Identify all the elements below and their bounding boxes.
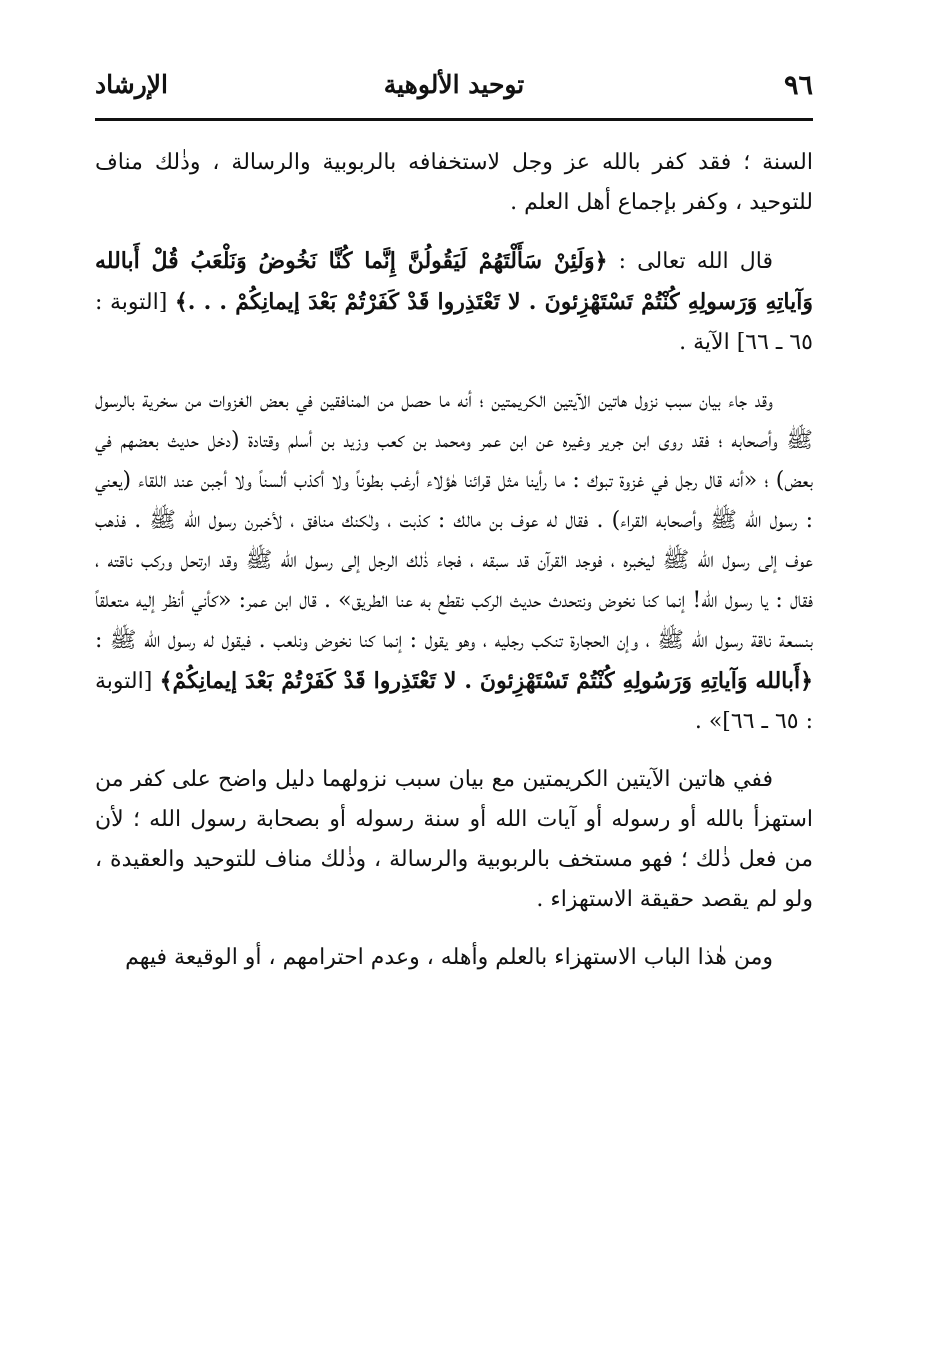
book-title: الإرشاد bbox=[95, 70, 168, 99]
verse-reference: [التوبة : ٦٥ ـ ٦٦]» . bbox=[95, 669, 813, 734]
header-divider bbox=[95, 118, 813, 121]
paragraph-text: السنة ؛ فقد كفر بالله عز وجل لاستخفافه بالربوبية والرسالة ، وذٰلك مناف للتوحيد ، وكفر بإجماع أهل العلم . bbox=[95, 150, 813, 215]
paragraph-text: وقد جاء بيان سبب نزول هاتين الآيتين الكريمتين ؛ أنه ما حصل من المنافقين في بعض الغزوات من سخرية بالرسول ﷺ وأصحابه ؛ فقد روى ابن جرير وغيره عن ابن عمر ومحمد بن كعب وزيد بن أسلم وقتادة (دخل حديث بعضهم في بعض) ؛ «أنه قال رجل في غزوة تبوك : ما رأينا مثل قرائنا هٰؤلاء أرغب بطوناً ولا أكذب ألسناً ولا أجبن عند اللقاء (يعني : رسول الله ﷺ وأصحابه القراء) . فقال له عوف بن مالك : كذبت ، ولٰكنك منافق ، لأخبرن رسول الله ﷺ . فذهب عوف إلى رسول الله ﷺ ليخبره ، فوجد القرآن قد سبقه ، فجاء ذٰلك الرجل إلى رسول الله ﷺ وقد ارتحل وركب ناقته ، فقال : يا رسول الله! إنما كنا نخوض ونتحدث حديث الركب نقطع به عنا الطريق» . قال ابن عمر: «كأني أنظر إليه متعلقاً بنسعة ناقة رسول الله ﷺ ، وإن الحجارة تنكب رجليه ، وهو يقول : إنما كنا نخوض ونلعب . فيقول له رسول الله ﷺ : bbox=[95, 388, 813, 653]
paragraph-4 bbox=[95, 760, 813, 920]
page-header bbox=[95, 70, 813, 110]
page-body bbox=[95, 143, 813, 978]
paragraph-5 bbox=[95, 938, 813, 978]
verse-reference: [التوبة : ٦٥ ـ ٦٦] الآية . bbox=[95, 290, 813, 355]
verse-intro: قال الله تعالى : bbox=[607, 249, 773, 274]
paragraph-1 bbox=[95, 143, 813, 223]
paragraph-text: ومن هٰذا الباب الاستهزاء بالعلم وأهله ، وعدم احترامهم ، أو الوقيعة فيهم bbox=[125, 945, 773, 970]
page-number: ٩٦ bbox=[783, 70, 813, 101]
paragraph-2 bbox=[95, 241, 813, 363]
quran-verse: ﴿وَلَئِنْ سَأَلْتَهُمْ لَيَقُولُنَّ إِنَّما كُنَّا نَخُوضُ وَنَلْعَبُ قُلْ أَبالله وَآياتِهِ وَرَسولِهِ كُنْتُمْ تَسْتَهْزِئونَ . لا تَعْتَذِروا قَدْ كَفَرْتُمْ بَعْدَ إيمانِكُمْ . . .﴾ bbox=[95, 248, 813, 315]
quran-verse: ﴿أَبالله وَآياتِهِ وَرَسُولِهِ كُنْتُمْ تَسْتَهْزِئونَ . لا تَعْتَذِروا قَدْ كَفَرْتُمْ بَعْدَ إيمانِكُمْ﴾ bbox=[159, 668, 813, 694]
chapter-title: توحيد الألوهية bbox=[383, 70, 525, 99]
paragraph-text: ففي هاتين الآيتين الكريمتين مع بيان سبب نزولهما دليل واضح على كفر من استهزأ بالله أو رسوله أو آيات الله أو سنة رسوله أو بصحابة رسول الله ؛ لأن من فعل ذٰلك ؛ فهو مستخف بالربوبية والرسالة ، وذٰلك مناف للتوحيد والعقيدة ، ولو لم يقصد حقيقة الاستهزاء . bbox=[95, 767, 813, 912]
paragraph-3 bbox=[95, 381, 813, 742]
